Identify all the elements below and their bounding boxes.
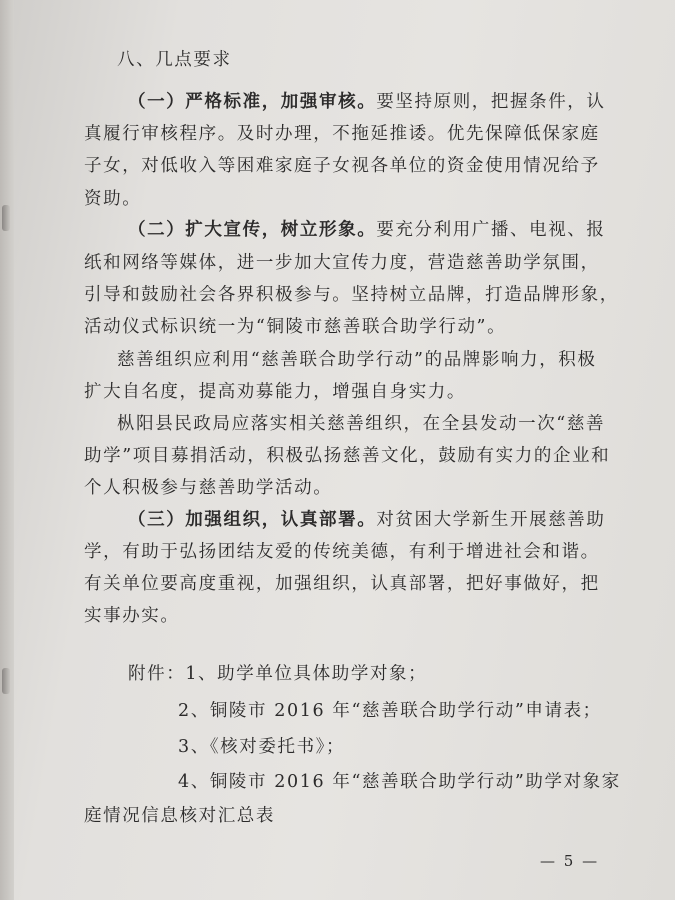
- paragraph-heading: （一）严格标准，加强审核。: [128, 92, 377, 112]
- paragraph-line: 个人积极参与慈善助学活动。: [84, 478, 333, 498]
- paragraph-line: 慈善组织应利用“慈善联合助学行动”的品牌影响力，积极: [117, 350, 597, 370]
- paragraph-line: 真履行审核程序。及时办理，不拖延推诿。优先保障低保家庭: [84, 124, 600, 144]
- paragraph-heading: （二）扩大宣传，树立形象。: [128, 220, 377, 240]
- page-number: — 5 —: [540, 852, 600, 870]
- paragraph-line: 枞阳县民政局应落实相关慈善组织，在全县发动一次“慈善: [117, 414, 606, 434]
- paragraph-line: 实事办实。: [84, 606, 180, 626]
- paragraph-line: 助学”项目募捐活动，积极弘扬慈善文化，鼓励有实力的企业和: [84, 446, 611, 466]
- binding-edge: [0, 0, 14, 900]
- paragraph-line: 活动仪式标识统一为“铜陵市慈善联合助学行动”。: [84, 317, 507, 337]
- attachment-item: 4、铜陵市 2016 年“慈善联合助学行动”助学对象家: [178, 772, 621, 792]
- paragraph-text: 要坚持原则，把握条件，认: [376, 92, 606, 112]
- paragraph-line: 纸和网络等媒体，进一步加大宣传力度，营造慈善助学氛围，: [84, 253, 600, 273]
- paragraph-line: 引导和鼓励社会各界积极参与。坚持树立品牌，打造品牌形象，: [84, 285, 619, 305]
- paragraph-line: [128, 508, 606, 532]
- attachment-item: 庭情况信息核对汇总表: [84, 806, 275, 826]
- attachment-item: 3、《核对委托书》；: [178, 737, 346, 757]
- paragraph-text: 要充分利用广播、电视、报: [376, 220, 606, 240]
- paragraph-line: 扩大自名度，提高劝募能力，增强自身实力。: [84, 382, 466, 402]
- paragraph-line: 资助。: [84, 189, 142, 209]
- paragraph-text: 对贫困大学新生开展慈善助: [376, 510, 606, 530]
- paragraph-line: 学，有助于弘扬团结友爱的传统美德，有利于增进社会和谐。: [84, 542, 600, 562]
- paragraph-line: 有关单位要高度重视，加强组织，认真部署，把好事做好，把: [84, 574, 600, 594]
- attachments-label: 附件：: [128, 664, 186, 684]
- staple: [2, 205, 10, 231]
- paragraph-heading: （三）加强组织，认真部署。: [128, 510, 377, 530]
- staple: [2, 668, 10, 694]
- attachment-item: 2、铜陵市 2016 年“慈善联合助学行动”申请表；: [178, 701, 602, 721]
- attachments-line: [128, 662, 427, 686]
- section-title: 八、几点要求: [117, 50, 232, 70]
- attachment-item: 1、助学单位具体助学对象；: [185, 664, 428, 684]
- paragraph-line: [128, 90, 606, 114]
- paragraph-line: 子女，对低收入等困难家庭子女视各单位的资金使用情况给予: [84, 156, 600, 176]
- paragraph-line: [128, 218, 606, 242]
